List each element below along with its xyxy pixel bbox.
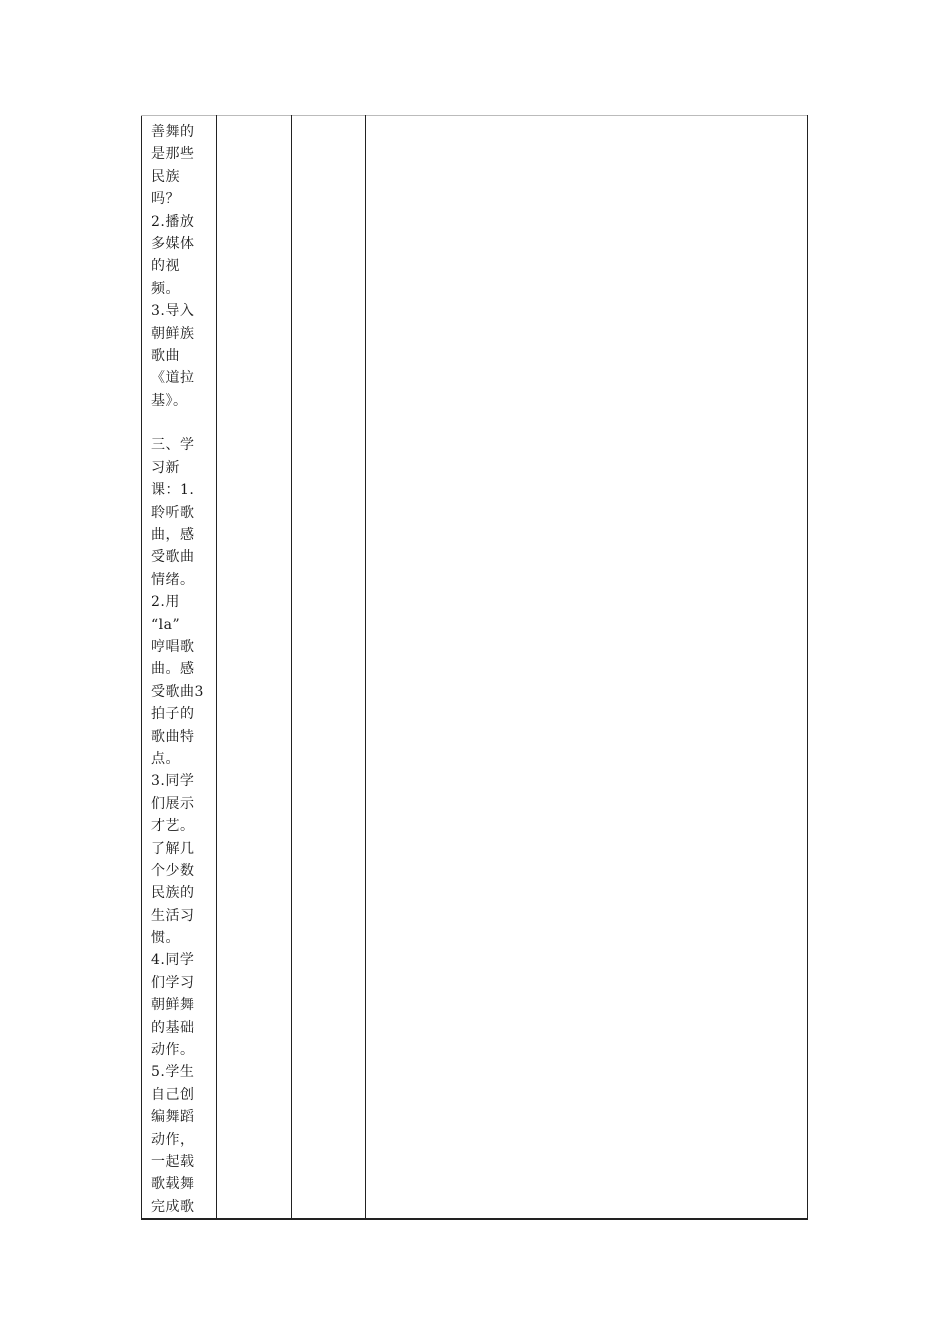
text-line: 2.用 [151, 594, 180, 611]
text-line: 4.同学 [151, 952, 195, 969]
text-line: 歌载舞 [151, 1176, 195, 1193]
text-line: 三、学 [151, 437, 195, 454]
empty-cell-4 [366, 116, 808, 1220]
text-line: 才艺。 [151, 818, 195, 835]
text-line: 多媒体 [151, 235, 195, 252]
text-line: 3.导入 [151, 303, 195, 320]
text-line: 2.播放 [151, 213, 195, 230]
text-line: 聆听歌 [151, 504, 195, 521]
text-line: 歌曲 [151, 347, 180, 364]
blank-line [151, 412, 216, 434]
text-line: 是那些 [151, 146, 195, 163]
empty-cell-2 [217, 116, 292, 1220]
text-line: 的基础 [151, 1019, 195, 1036]
text-line: 编舞蹈 [151, 1109, 195, 1126]
text-line: 善舞的 [151, 124, 195, 140]
lesson-plan-table [141, 115, 808, 1220]
text-line: 们展示 [151, 795, 195, 812]
text-line: 课：1. [151, 482, 195, 499]
text-line: 频。 [151, 280, 180, 297]
text-line: 的视 [151, 258, 180, 275]
text-line: 受歌曲 [151, 549, 195, 566]
text-line: 了解几 [151, 840, 195, 857]
text-line: 3.同学 [151, 773, 195, 790]
text-line: 生活习 [151, 907, 195, 924]
text-line: 动作。 [151, 1042, 195, 1059]
teaching-process-cell [142, 116, 217, 1220]
text-line: “la” [151, 616, 181, 633]
text-line: 基》。 [151, 392, 188, 409]
text-line: 歌曲特 [151, 728, 195, 745]
text-line: 受歌曲3 [151, 683, 204, 700]
text-line: 惯。 [151, 930, 180, 947]
text-line: 曲。感 [151, 661, 195, 678]
text-line: 民族 [151, 168, 180, 185]
text-line: 一起载 [151, 1153, 195, 1170]
text-line: 动作， [151, 1131, 195, 1148]
text-line: 拍子的 [151, 706, 195, 723]
text-line: 5.学生 [151, 1064, 195, 1081]
text-line: 哼唱歌 [151, 638, 195, 655]
text-line: 点。 [151, 750, 180, 767]
text-line: 个少数 [151, 862, 195, 879]
text-line: 朝鲜舞 [151, 997, 195, 1014]
text-line: 自己创 [151, 1086, 195, 1103]
teaching-process-text [142, 116, 216, 1218]
text-line: 们学习 [151, 974, 195, 991]
text-line: 曲，感 [151, 527, 195, 544]
empty-cell-3 [292, 116, 366, 1220]
text-line: 习新 [151, 459, 180, 476]
text-line: 民族的 [151, 885, 195, 902]
text-line: 完成歌 [151, 1198, 195, 1215]
text-line: 情绪。 [151, 571, 195, 588]
text-line: 朝鲜族 [151, 325, 195, 342]
text-line: 吗？ [151, 191, 180, 208]
text-line: 《道拉 [151, 370, 195, 387]
table-row [142, 116, 808, 1220]
